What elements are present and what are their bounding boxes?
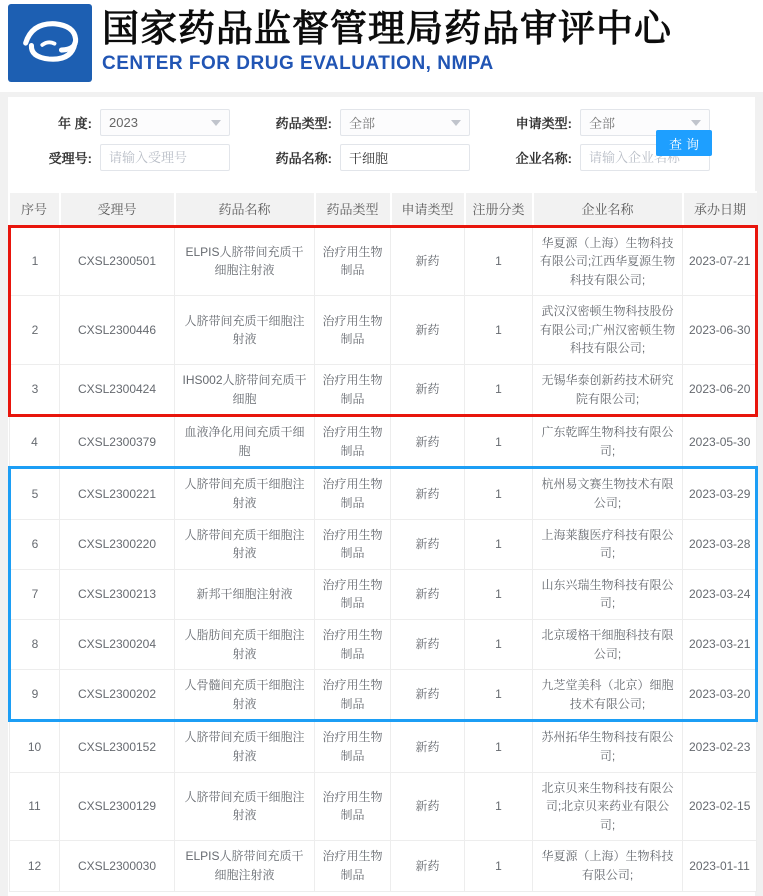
cell-application-type: 新药 bbox=[391, 468, 465, 519]
table-row bbox=[10, 620, 757, 670]
cde-logo bbox=[8, 4, 92, 82]
cell-application-type: 新药 bbox=[391, 416, 465, 468]
cell-drug-name: 人脐带间充质干细胞注射液 bbox=[175, 296, 315, 365]
cell-drug-type: 治疗用生物制品 bbox=[315, 772, 391, 841]
cell-acceptance-no: CXSL2300501 bbox=[60, 226, 175, 296]
cell-date: 2023-02-15 bbox=[683, 772, 757, 841]
table-row bbox=[10, 416, 757, 468]
cell-drug-name: 血液净化用间充质干细胞 bbox=[175, 416, 315, 468]
cell-drug-name: 人脐带间充质干细胞注射液 bbox=[175, 721, 315, 772]
table-row bbox=[10, 296, 757, 365]
cell-drug-type: 治疗用生物制品 bbox=[315, 468, 391, 519]
plain-group bbox=[10, 416, 757, 468]
col-header-drug-name: 药品名称 bbox=[175, 192, 315, 226]
application-type-select-value: 全部 bbox=[589, 116, 616, 131]
table-row bbox=[10, 772, 757, 841]
cell-drug-type: 治疗用生物制品 bbox=[315, 296, 391, 365]
cell-acceptance-no: CXSL2300446 bbox=[60, 296, 175, 365]
cell-no: 12 bbox=[10, 841, 60, 891]
cell-acceptance-no: CXSL2300152 bbox=[60, 721, 175, 772]
content-card bbox=[8, 97, 755, 896]
cell-drug-type: 治疗用生物制品 bbox=[315, 569, 391, 619]
cell-acceptance-no: CXSL2300220 bbox=[60, 519, 175, 569]
cell-registration-class: 1 bbox=[465, 772, 533, 841]
cell-date: 2023-05-30 bbox=[683, 416, 757, 468]
cell-company: 武汉汉密顿生物科技股份有限公司;广州汉密顿生物科技有限公司; bbox=[533, 296, 683, 365]
cell-drug-name: ELPIS人脐带间充质干细胞注射液 bbox=[175, 841, 315, 891]
col-header-acceptance-no: 受理号 bbox=[60, 192, 175, 226]
cell-date: 2023-02-23 bbox=[683, 721, 757, 772]
cell-date: 2023-03-21 bbox=[683, 620, 757, 670]
cell-application-type: 新药 bbox=[391, 519, 465, 569]
cell-registration-class: 1 bbox=[465, 416, 533, 468]
chevron-down-icon bbox=[451, 120, 461, 126]
cell-company: 无锡华泰创新药技术研究院有限公司; bbox=[533, 365, 683, 416]
cell-date: 2023-03-29 bbox=[683, 468, 757, 519]
cell-company: 山东兴瑞生物科技有限公司; bbox=[533, 569, 683, 619]
drug-name-label: 药品名称: bbox=[275, 151, 332, 166]
cell-no: 8 bbox=[10, 620, 60, 670]
cell-acceptance-no: CXSL2300030 bbox=[60, 841, 175, 891]
cell-no: 11 bbox=[10, 772, 60, 841]
plain-group bbox=[10, 721, 757, 891]
cell-date: 2023-03-20 bbox=[683, 670, 757, 721]
chevron-down-icon bbox=[691, 120, 701, 126]
cell-company: 北京瑷格干细胞科技有限公司; bbox=[533, 620, 683, 670]
cell-drug-name: 人脐带间充质干细胞注射液 bbox=[175, 772, 315, 841]
cell-application-type: 新药 bbox=[391, 772, 465, 841]
site-title-english: CENTER FOR DRUG EVALUATION, NMPA bbox=[102, 53, 494, 74]
cell-acceptance-no: CXSL2300424 bbox=[60, 365, 175, 416]
year-select-value: 2023 bbox=[109, 115, 138, 130]
cell-registration-class: 1 bbox=[465, 226, 533, 296]
col-header-drug-type: 药品类型 bbox=[315, 192, 391, 226]
table-row bbox=[10, 468, 757, 519]
cell-no: 5 bbox=[10, 468, 60, 519]
cell-drug-name: ELPIS人脐带间充质干细胞注射液 bbox=[175, 226, 315, 296]
cell-drug-name: 新邦干细胞注射液 bbox=[175, 569, 315, 619]
cell-date: 2023-01-11 bbox=[683, 841, 757, 891]
cell-no: 1 bbox=[10, 226, 60, 296]
cell-company: 广东乾晖生物科技有限公司; bbox=[533, 416, 683, 468]
cell-date: 2023-03-28 bbox=[683, 519, 757, 569]
drug-type-select[interactable] bbox=[340, 109, 470, 136]
cell-application-type: 新药 bbox=[391, 365, 465, 416]
cell-application-type: 新药 bbox=[391, 670, 465, 721]
cell-no: 2 bbox=[10, 296, 60, 365]
cell-registration-class: 1 bbox=[465, 296, 533, 365]
drug-type-label: 药品类型: bbox=[275, 116, 332, 131]
cell-drug-name: 人脐带间充质干细胞注射液 bbox=[175, 519, 315, 569]
cell-company: 苏州拓华生物科技有限公司; bbox=[533, 721, 683, 772]
cell-company: 北京贝来生物科技有限公司;北京贝来药业有限公司; bbox=[533, 772, 683, 841]
table-row bbox=[10, 569, 757, 619]
cell-drug-type: 治疗用生物制品 bbox=[315, 841, 391, 891]
table-row bbox=[10, 226, 757, 296]
cell-registration-class: 1 bbox=[465, 519, 533, 569]
cell-no: 4 bbox=[10, 416, 60, 468]
year-select[interactable] bbox=[100, 109, 230, 136]
col-header-no: 序号 bbox=[10, 192, 60, 226]
cell-no: 9 bbox=[10, 670, 60, 721]
cell-date: 2023-06-20 bbox=[683, 365, 757, 416]
cell-acceptance-no: CXSL2300204 bbox=[60, 620, 175, 670]
cell-registration-class: 1 bbox=[465, 365, 533, 416]
cell-company: 九芝堂美科（北京）细胞技术有限公司; bbox=[533, 670, 683, 721]
cell-drug-name: 人脂肪间充质干细胞注射液 bbox=[175, 620, 315, 670]
cell-registration-class: 1 bbox=[465, 620, 533, 670]
drug-name-input[interactable] bbox=[340, 144, 470, 171]
cell-application-type: 新药 bbox=[391, 841, 465, 891]
cell-acceptance-no: CXSL2300213 bbox=[60, 569, 175, 619]
acceptance-number-label: 受理号: bbox=[48, 151, 92, 166]
cell-application-type: 新药 bbox=[391, 226, 465, 296]
cell-no: 3 bbox=[10, 365, 60, 416]
cell-company: 杭州易文赛生物技术有限公司; bbox=[533, 468, 683, 519]
year-label: 年 度: bbox=[58, 116, 92, 131]
table-row bbox=[10, 670, 757, 721]
cell-registration-class: 1 bbox=[465, 670, 533, 721]
table-header bbox=[10, 192, 757, 226]
col-header-registration-class: 注册分类 bbox=[465, 192, 533, 226]
cell-registration-class: 1 bbox=[465, 468, 533, 519]
col-header-date: 承办日期 bbox=[683, 192, 757, 226]
cell-drug-type: 治疗用生物制品 bbox=[315, 365, 391, 416]
cell-drug-type: 治疗用生物制品 bbox=[315, 416, 391, 468]
cell-date: 2023-06-30 bbox=[683, 296, 757, 365]
swan-logo-icon bbox=[14, 11, 86, 75]
table-row bbox=[10, 365, 757, 416]
chevron-down-icon bbox=[211, 120, 221, 126]
cell-company: 上海莱馥医疗科技有限公司; bbox=[533, 519, 683, 569]
drug-type-select-value: 全部 bbox=[349, 116, 376, 131]
cell-drug-name: IHS002人脐带间充质干细胞 bbox=[175, 365, 315, 416]
cell-date: 2023-03-24 bbox=[683, 569, 757, 619]
col-header-application-type: 申请类型 bbox=[391, 192, 465, 226]
application-type-label: 申请类型: bbox=[515, 116, 572, 131]
cell-application-type: 新药 bbox=[391, 569, 465, 619]
site-header bbox=[0, 0, 763, 92]
cell-company: 华夏源（上海）生物科技有限公司;江西华夏源生物科技有限公司; bbox=[533, 226, 683, 296]
cell-acceptance-no: CXSL2300202 bbox=[60, 670, 175, 721]
cell-application-type: 新药 bbox=[391, 296, 465, 365]
cell-no: 7 bbox=[10, 569, 60, 619]
results-table bbox=[8, 191, 758, 892]
company-name-label: 企业名称: bbox=[515, 151, 572, 166]
red-highlight-group bbox=[10, 226, 757, 416]
cell-drug-name: 人脐带间充质干细胞注射液 bbox=[175, 468, 315, 519]
cell-application-type: 新药 bbox=[391, 721, 465, 772]
cell-registration-class: 1 bbox=[465, 721, 533, 772]
cell-acceptance-no: CXSL2300129 bbox=[60, 772, 175, 841]
cell-application-type: 新药 bbox=[391, 620, 465, 670]
blue-highlight-group bbox=[10, 468, 757, 721]
site-title-chinese: 国家药品监督管理局药品审评中心 bbox=[102, 8, 672, 49]
cell-no: 6 bbox=[10, 519, 60, 569]
cell-acceptance-no: CXSL2300221 bbox=[60, 468, 175, 519]
table-row bbox=[10, 841, 757, 891]
cell-drug-type: 治疗用生物制品 bbox=[315, 670, 391, 721]
cell-date: 2023-07-21 bbox=[683, 226, 757, 296]
cell-registration-class: 1 bbox=[465, 569, 533, 619]
table-row bbox=[10, 721, 757, 772]
cell-drug-type: 治疗用生物制品 bbox=[315, 721, 391, 772]
cell-drug-type: 治疗用生物制品 bbox=[315, 226, 391, 296]
table-row bbox=[10, 519, 757, 569]
cell-drug-name: 人骨髓间充质干细胞注射液 bbox=[175, 670, 315, 721]
cell-no: 10 bbox=[10, 721, 60, 772]
col-header-company: 企业名称 bbox=[533, 192, 683, 226]
cell-drug-type: 治疗用生物制品 bbox=[315, 519, 391, 569]
acceptance-number-input[interactable] bbox=[100, 144, 230, 171]
cell-company: 华夏源（上海）生物科技有限公司; bbox=[533, 841, 683, 891]
query-button[interactable]: 查询 bbox=[656, 130, 712, 156]
cell-registration-class: 1 bbox=[465, 841, 533, 891]
cell-acceptance-no: CXSL2300379 bbox=[60, 416, 175, 468]
cell-drug-type: 治疗用生物制品 bbox=[315, 620, 391, 670]
search-panel bbox=[8, 97, 755, 189]
